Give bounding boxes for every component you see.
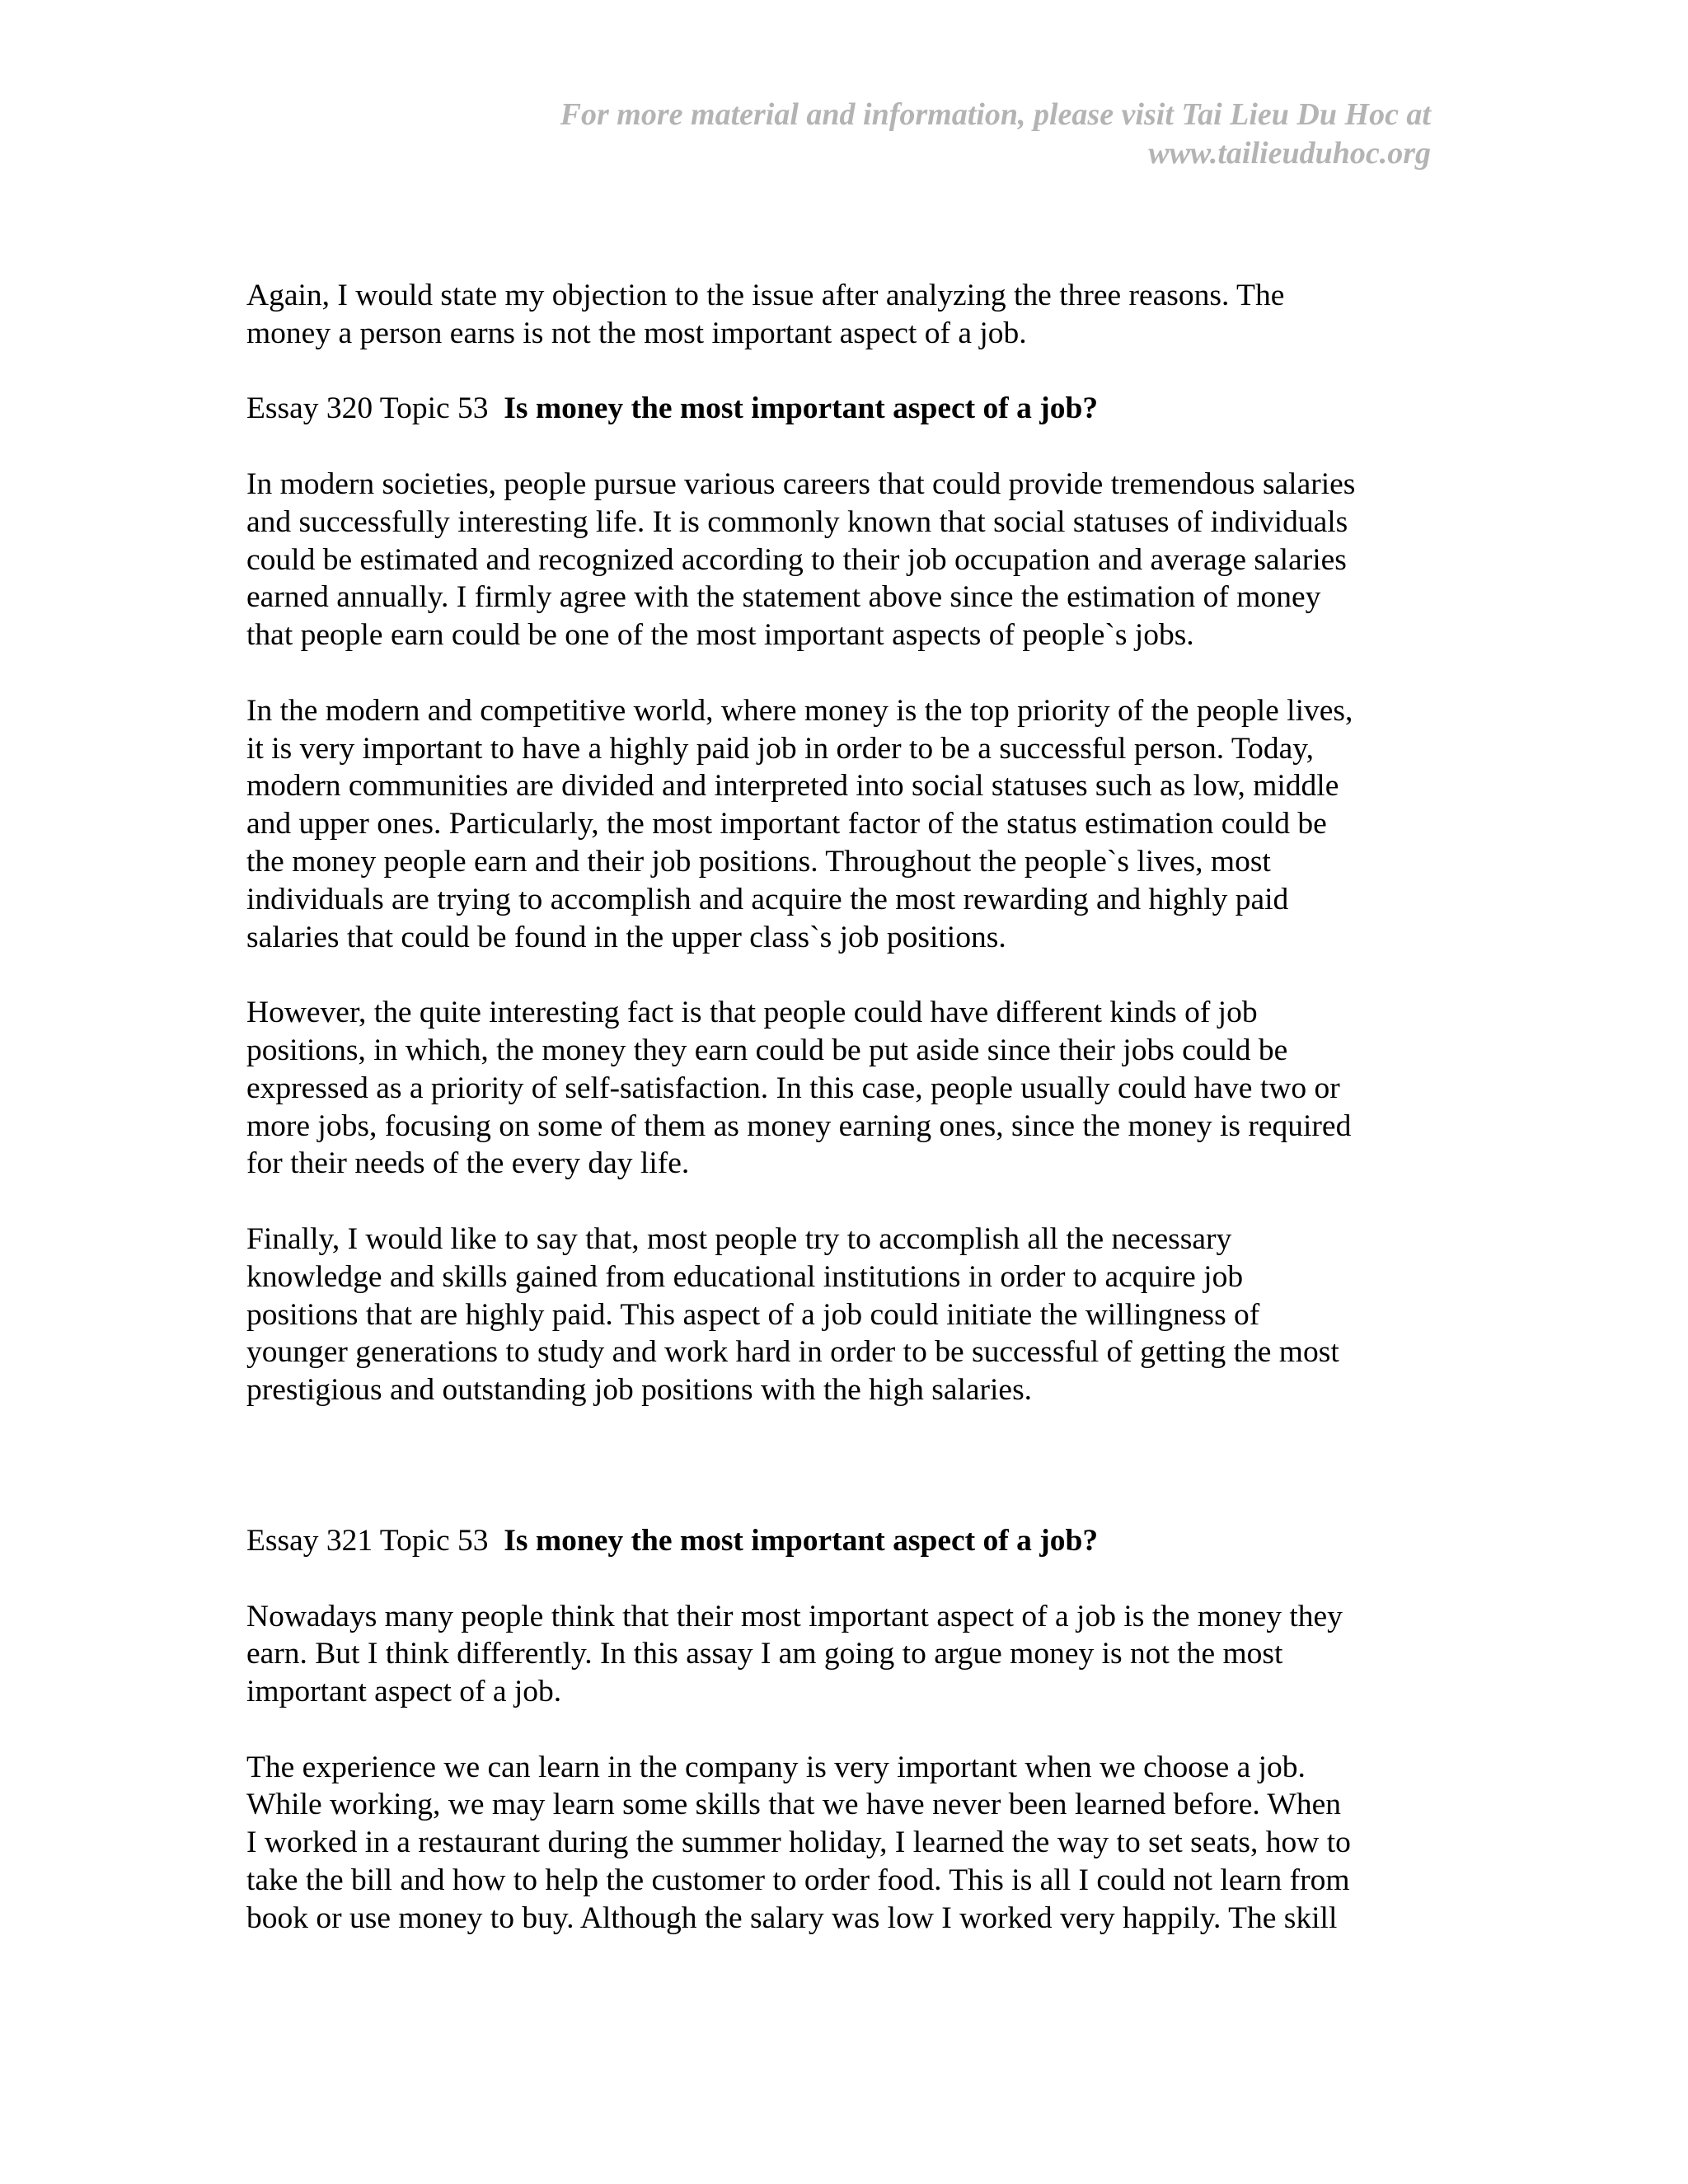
essay-321-paragraph-1 [246, 1598, 1450, 1711]
essay-320-paragraph-1 [246, 466, 1450, 654]
text-line: In the modern and competitive world, where money is the top priority of the people lives, [246, 693, 1353, 728]
text-line: modern communities are divided and interpreted into social statuses such as low, middle [246, 769, 1339, 804]
essay-320-paragraph-4 [246, 1221, 1450, 1409]
header-line-1: For more material and information, please visit Tai Lieu Du Hoc at [560, 97, 1431, 132]
essay-320-paragraph-3 [246, 994, 1450, 1183]
text-line: could be estimated and recognized according to their job occupation and average salaries [246, 542, 1347, 577]
text-line: important aspect of a job. [246, 1675, 562, 1709]
page-header [277, 96, 1431, 173]
text-line: individuals are trying to accomplish and acquire the most rewarding and highly paid [246, 882, 1289, 916]
text-line: and upper ones. Particularly, the most important factor of the status estimation could be [246, 807, 1327, 841]
text-line: it is very important to have a highly paid job in order to be a successful person. Today, [246, 731, 1314, 766]
essay-question: Is money the most important aspect of a job? [504, 1523, 1099, 1558]
text-line: While working, we may learn some skills that we have never been learned before. When [246, 1788, 1341, 1822]
text-line: knowledge and skills gained from educational institutions in order to acquire job [246, 1259, 1244, 1294]
text-line: positions that are highly paid. This aspect of a job could initiate the willingness of [246, 1297, 1260, 1332]
text-line: prestigious and outstanding job positions with the high salaries. [246, 1373, 1033, 1408]
text-line: money a person earns is not the most important aspect of a job. [246, 316, 1027, 350]
text-line: The experience we can learn in the company is very important when we choose a job. [246, 1750, 1306, 1784]
text-line: positions, in which, the money they earn could be put aside since their jobs could be [246, 1033, 1288, 1067]
text-line: However, the quite interesting fact is that people could have different kinds of job [246, 996, 1258, 1030]
text-line: more jobs, focusing on some of them as money earning ones, since the money is required [246, 1108, 1352, 1143]
text-line: earned annually. I firmly agree with the statement above since the estimation of money [246, 580, 1321, 615]
text-line: that people earn could be one of the most important aspects of people`s jobs. [246, 618, 1194, 653]
text-line: the money people earn and their job positions. Throughout the people`s lives, most [246, 844, 1271, 879]
text-line: salaries that could be found in the upper class`s job positions. [246, 920, 1006, 954]
text-line: book or use money to buy. Although the salary was low I worked very happily. The skill [246, 1900, 1338, 1935]
section-spacer [246, 1409, 1450, 1522]
essay-label: Essay 321 Topic 53 [246, 1523, 489, 1558]
text-line: expressed as a priority of self-satisfaction. In this case, people usually could have two or [246, 1071, 1340, 1105]
text-line: for their needs of the every day life. [246, 1146, 690, 1181]
header-url: www.tailieuduhoc.org [1148, 136, 1431, 171]
document-body [246, 277, 1450, 1938]
essay-321-heading [246, 1522, 1450, 1560]
text-line: younger generations to study and work hard in order to be successful of getting the most [246, 1335, 1339, 1370]
essay-question: Is money the most important aspect of a job? [504, 391, 1099, 426]
essay-label: Essay 320 Topic 53 [246, 391, 489, 426]
text-line: take the bill and how to help the customer to order food. This is all I could not learn from [246, 1863, 1350, 1898]
text-line: Again, I would state my objection to the issue after analyzing the three reasons. The [246, 279, 1285, 312]
text-line: In modern societies, people pursue various careers that could provide tremendous salaries [246, 466, 1356, 501]
text-line: Finally, I would like to say that, most people try to accomplish all the necessary [246, 1221, 1232, 1256]
essay-320-paragraph-2 [246, 692, 1450, 957]
text-line: earn. But I think differently. In this assay I am going to argue money is not the most [246, 1637, 1283, 1671]
text-line: I worked in a restaurant during the summer holiday, I learned the way to set seats, how to [246, 1825, 1351, 1860]
text-line: and successfully interesting life. It is commonly known that social statuses of individuals [246, 504, 1348, 539]
essay-320-heading [246, 390, 1450, 428]
intro-paragraph [246, 277, 1450, 353]
text-line: Nowadays many people think that their most important aspect of a job is the money they [246, 1599, 1343, 1633]
essay-321-paragraph-2 [246, 1749, 1450, 1938]
